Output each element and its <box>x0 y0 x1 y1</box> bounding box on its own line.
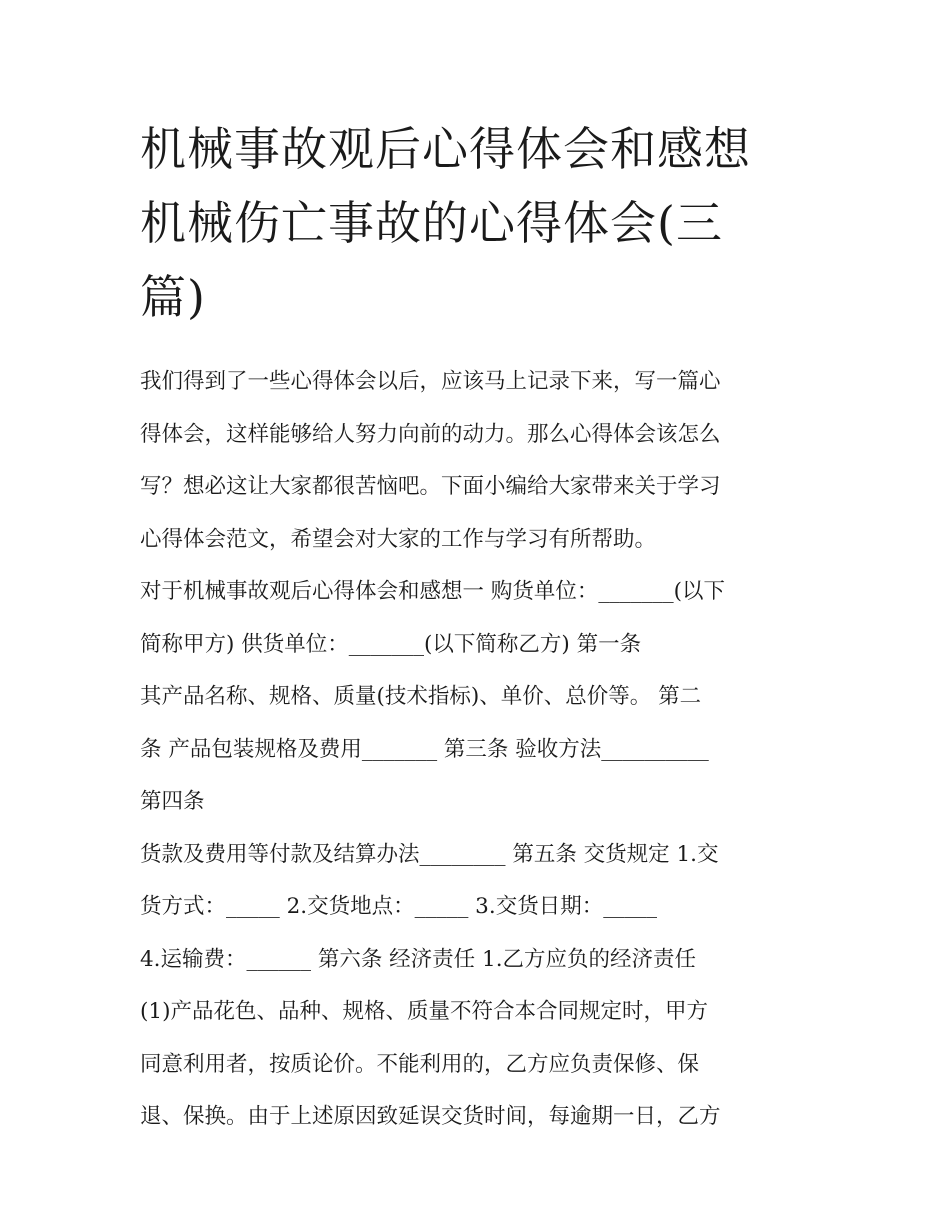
body-line: 同意利用者，按质论价。不能利用的，乙方应负责保修、保 <box>140 1051 700 1077</box>
body-line: 简称甲方) 供货单位：_______(以下简称乙方) 第一条 <box>140 631 642 657</box>
body-line: 第四条 <box>140 789 205 814</box>
body-line: 其产品名称、规格、质量(技术指标)、单价、总价等。 第二 <box>140 684 702 709</box>
document-title <box>140 112 820 334</box>
body-line: 心得体会范文，希望会对大家的工作与学习有所帮助。 <box>140 526 657 552</box>
body-line: (1)产品花色、品种、规格、质量不符合本合同规定时，甲方 <box>140 999 708 1024</box>
body-line: 条 产品包装规格及费用_______ 第三条 验收方法__________ <box>140 736 709 762</box>
body-line: 4.运输费：______ 第六条 经济责任 1.乙方应负的经济责任 <box>140 946 697 972</box>
body-line: 货方式：_____ 2.交货地点：_____ 3.交货日期：_____ <box>140 894 657 919</box>
body-line: 得体会，这样能够给人努力向前的动力。那么心得体会该怎么 <box>140 421 721 447</box>
body-line: 写？想必这让大家都很苦恼吧。下面小编给大家带来关于学习 <box>140 474 721 499</box>
body-line: 我们得到了一些心得体会以后，应该马上记录下来，写一篇心 <box>140 369 721 394</box>
document-body <box>140 356 830 1144</box>
body-line: 对于机械事故观后心得体会和感想一 购货单位：_______(以下 <box>140 579 725 604</box>
title-line-1: 机械事故观后心得体会和感想 <box>140 122 751 176</box>
body-line: 货款及费用等付款及结算办法________ 第五条 交货规定 1.交 <box>140 841 719 867</box>
title-line-2: 机械伤亡事故的心得体会(三 <box>140 196 723 250</box>
title-line-3: 篇) <box>140 270 206 324</box>
body-line: 退、保换。由于上述原因致延误交货时间，每逾期一日，乙方 <box>140 1104 721 1129</box>
